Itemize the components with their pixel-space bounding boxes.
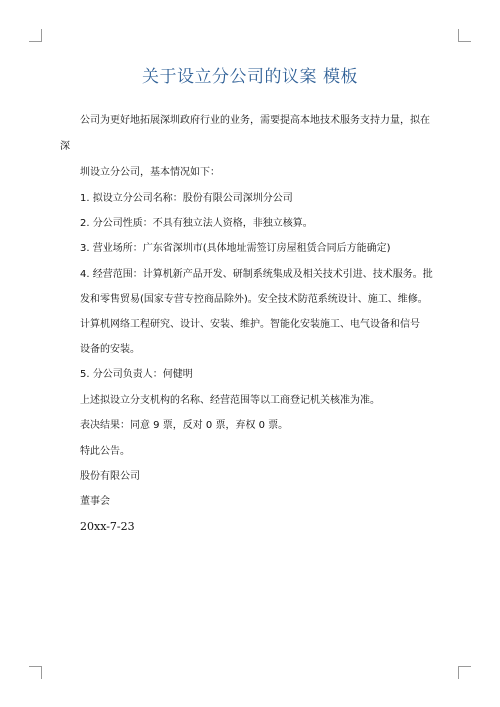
- list-item-name: 1. 拟设立分公司名称：股份有限公司深圳分公司: [80, 193, 293, 204]
- signature-company: 股份有限公司: [80, 471, 140, 482]
- crop-mark-bottom-left: [29, 666, 42, 679]
- document-title: 关于设立分公司的议案 模板: [142, 67, 358, 87]
- list-item-scope: 4. 经营范围：计算机新产品开发、研制系统集成及相关技术引进、技术服务。批: [80, 269, 433, 280]
- list-item-scope-line-2: 发和零售贸易(国家专营专控商品除外)。安全技术防范系统设计、施工、维修。: [80, 294, 428, 305]
- body-line-intro-wrap: 深: [60, 141, 70, 152]
- list-item-scope-line-4: 设备的安装。: [80, 344, 140, 355]
- body-line-announcement: 特此公告。: [80, 446, 130, 457]
- list-item-location: 3. 营业场所：广东省深圳市(具体地址需签订房屋租赁合同后方能确定): [80, 243, 391, 254]
- crop-mark-top-right: [458, 29, 471, 42]
- body-line-intro: 公司为更好地拓展深圳政府行业的业务，需要提高本地技术服务支持力量，拟在: [80, 115, 430, 126]
- signature-board: 董事会: [80, 496, 110, 507]
- list-item-nature: 2. 分公司性质：不具有独立法人资格，非独立核算。: [80, 218, 313, 229]
- body-line-overview: 圳设立分公司，基本情况如下：: [80, 167, 220, 178]
- list-item-scope-line-3: 计算机网络工程研究、设计、安装、维护。智能化安装施工、电气设备和信号: [80, 319, 420, 330]
- signature-date: 20xx-7-23: [80, 520, 135, 533]
- crop-mark-top-left: [29, 29, 42, 42]
- list-item-manager: 5. 分公司负责人：何健明: [80, 369, 193, 380]
- crop-mark-bottom-right: [458, 666, 471, 679]
- body-line-approval: 上述拟设立分支机构的名称、经营范围等以工商登记机关核准为准。: [80, 395, 380, 406]
- body-line-vote-result: 表决结果：同意 9 票，反对 0 票，弃权 0 票。: [80, 420, 289, 431]
